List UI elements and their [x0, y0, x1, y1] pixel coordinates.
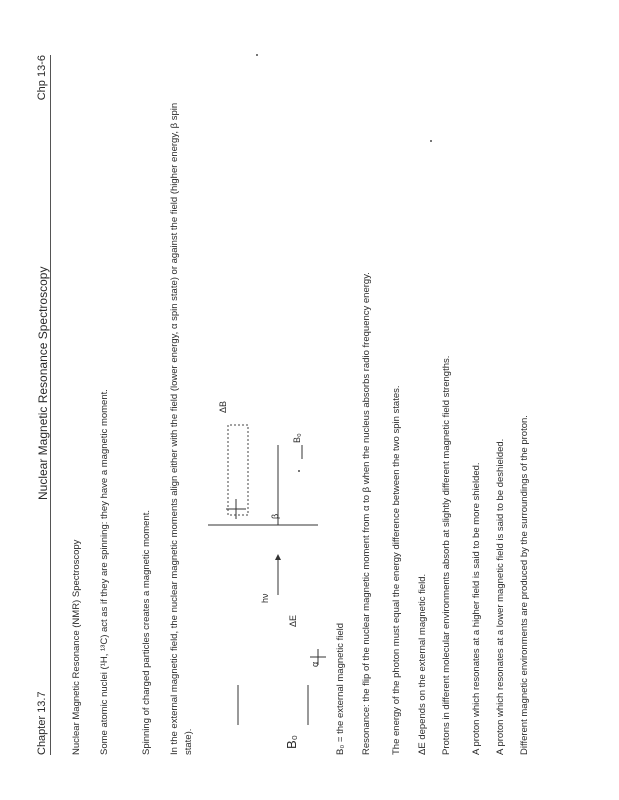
rotated-content [30, 55, 530, 755]
paragraph: Different magnetic environments are produced by the surroundings of the proton. [519, 415, 530, 755]
page-header [30, 55, 56, 755]
paragraph: A proton which resonates at a higher field is said to be more shielded. [471, 462, 482, 755]
paragraph: The energy of the photon must equal the energy difference between the two spin states. [391, 385, 402, 755]
beta-label: β [270, 513, 280, 519]
section-heading: Nuclear Magnetic Resonance (NMR) Spectroscopy [71, 539, 82, 755]
paragraph: B₀ = the external magnetic field [335, 622, 346, 755]
page-number: Chp 13-6 [36, 55, 48, 101]
paragraph: A proton which resonates at a lower magnetic field is said to be deshielded. [495, 438, 506, 755]
hv-label: hν [260, 593, 270, 603]
paragraph: ΔE depends on the external magnetic field. [417, 573, 428, 755]
alpha-label: α [310, 661, 320, 667]
paragraph: Some atomic nuclei (¹H, ¹³C) act as if they are spinning: they have a magnetic moment. [99, 389, 110, 755]
diagram-lines [208, 335, 328, 755]
paragraph: Spinning of charged particles creates a magnetic moment. [141, 509, 152, 755]
arrow-head-icon [275, 554, 281, 560]
delta-e-label: ΔE [288, 614, 298, 627]
page-title: Nuclear Magnetic Resonance Spectroscopy [36, 266, 50, 500]
paragraph: Resonance: the flip of the nuclear magnetic moment from α to β when the nucleus absorbs radio frequency energy. [361, 272, 372, 755]
scan-speck [430, 140, 432, 142]
header-rule [50, 55, 51, 755]
chapter-label: Chapter 13.7 [36, 691, 48, 755]
paragraph: In the external magnetic field, the nuclear magnetic moments align either with the field (lower energy, α spin state) or against the field (higher energy, β spin state). [169, 102, 194, 755]
paragraph: Protons in different molecular environments absorb at slightly different magnetic field strengths. [441, 355, 452, 755]
scan-speck [256, 54, 258, 56]
b0-right-label: B₀ [292, 433, 302, 443]
b0-label: B₀ [284, 734, 299, 749]
scan-speck [298, 470, 300, 472]
spin-state-diagram [208, 95, 328, 755]
delta-b-label: ΔB [218, 400, 228, 413]
delta-b-bracket [228, 425, 248, 515]
